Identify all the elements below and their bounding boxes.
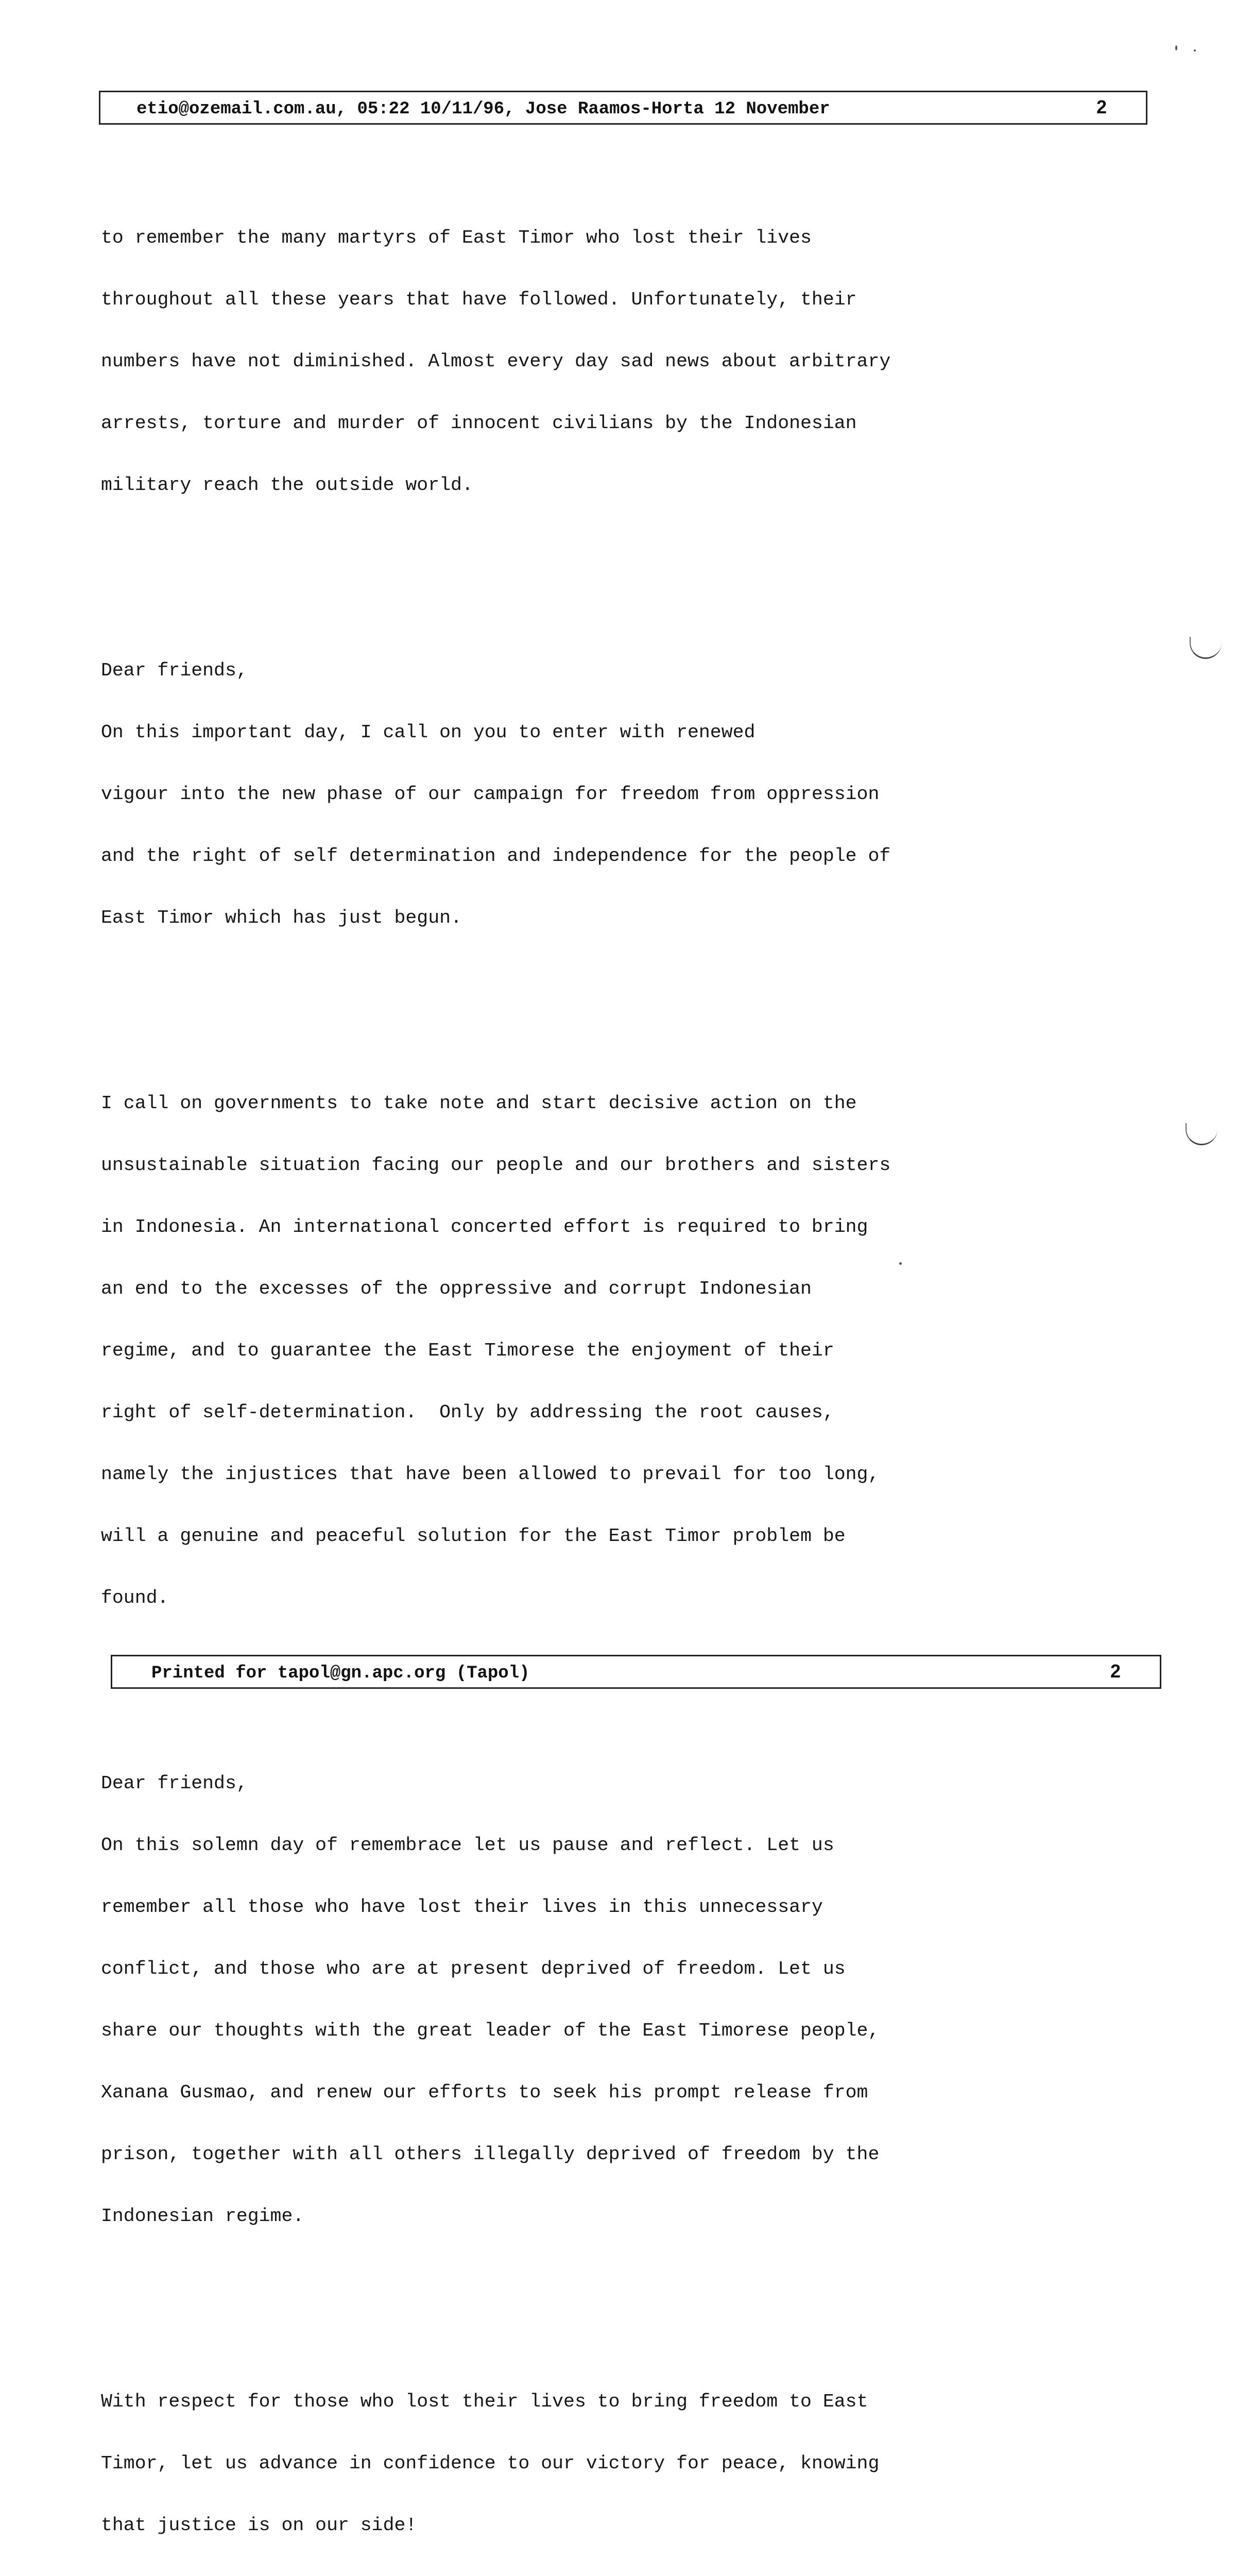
text-line: to remember the many martyrs of East Timor who lost their lives — [101, 227, 812, 248]
page-footer — [111, 1655, 1161, 1689]
text-line: On this solemn day of remembrace let us pause and reflect. Let us — [101, 1835, 834, 1856]
text-line: With respect for those who lost their lives to bring freedom to East — [101, 2391, 868, 2412]
text-line: throughout all these years that have followed. Unfortunately, their — [101, 289, 857, 310]
paragraph-call-to-friends — [101, 619, 1079, 970]
punch-hole-mark — [1190, 637, 1222, 659]
text-line: numbers have not diminished. Almost every day sad news about arbitrary — [101, 351, 891, 372]
footer-printed-for: Printed for tapol@gn.apc.org (Tapol) — [151, 1664, 530, 1683]
text-line: that justice is on our side! — [101, 2515, 417, 2536]
text-line: in Indonesia. An international concerted effort is required to bring — [101, 1216, 868, 1238]
text-line: arrests, torture and murder of innocent civilians by the Indonesian — [101, 413, 857, 434]
footer-page-number: 2 — [1110, 1660, 1121, 1682]
text-line: Dear friends, — [101, 660, 248, 681]
text-line: East Timor which has just begun. — [101, 907, 462, 928]
text-line: found. — [101, 1587, 169, 1608]
text-line: Dear friends, — [101, 1773, 248, 1794]
page-header — [99, 91, 1147, 125]
letter-body — [101, 125, 1079, 2576]
paragraph-remembrance — [101, 1732, 1079, 2268]
text-line: namely the injustices that have been allowed to prevail for too long, — [101, 1464, 880, 1485]
text-line: unsustainable situation facing our people and our brothers and sisters — [101, 1155, 891, 1176]
text-line: Indonesian regime. — [101, 2206, 304, 2227]
text-line: an end to the excesses of the oppressive and corrupt Indonesian — [101, 1278, 812, 1299]
header-page-number: 2 — [1096, 96, 1107, 117]
text-line: will a genuine and peaceful solution for the East Timor problem be — [101, 1526, 846, 1547]
punch-hole-mark — [1186, 1123, 1217, 1145]
paragraph-closing — [101, 2350, 1079, 2576]
text-line: military reach the outside world. — [101, 474, 473, 496]
scan-speck — [1175, 45, 1177, 50]
text-line: regime, and to guarantee the East Timorese the enjoyment of their — [101, 1340, 834, 1361]
text-line: Timor, let us advance in confidence to our victory for peace, knowing — [101, 2453, 880, 2474]
text-line: right of self-determination. Only by addressing the root causes, — [101, 1402, 834, 1423]
text-line: I call on governments to take note and start decisive action on the — [101, 1093, 857, 1114]
paragraph-martyrs — [101, 187, 1079, 537]
text-line: share our thoughts with the great leader of the East Timorese people, — [101, 2020, 880, 2041]
text-line: vigour into the new phase of our campaign for freedom from oppression — [101, 784, 880, 805]
scan-speck — [1194, 49, 1196, 52]
text-line: Xanana Gusmao, and renew our efforts to seek his prompt release from — [101, 2082, 868, 2103]
text-line: On this important day, I call on you to enter with renewed — [101, 722, 756, 743]
text-line: and the right of self determination and independence for the people of — [101, 845, 891, 867]
scan-speck — [899, 1262, 902, 1265]
paragraph-governments — [101, 1052, 1079, 1650]
header-title: etio@ozemail.com.au, 05:22 10/11/96, Jose Raamos-Horta 12 November — [136, 99, 830, 119]
text-line: prison, together with all others illegally deprived of freedom by the — [101, 2144, 880, 2165]
text-line: conflict, and those who are at present deprived of freedom. Let us — [101, 1958, 846, 1979]
text-line: remember all those who have lost their lives in this unnecessary — [101, 1896, 823, 1918]
